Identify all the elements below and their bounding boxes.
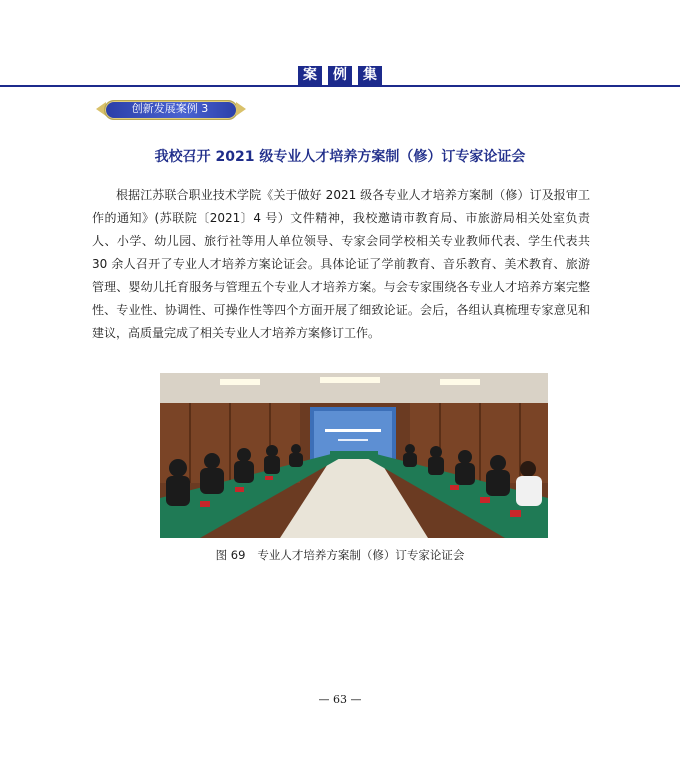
badge-label: 创新发展案例 3 (131, 102, 209, 115)
article-title: 我校召开 2021 级专业人才培养方案制（修）订专家论证会 (154, 149, 526, 165)
page-header (0, 62, 680, 92)
figure-caption-text: 专业人才培养方案制（修）订专家论证会 (257, 548, 465, 562)
meeting-photo-icon (160, 373, 548, 538)
header-title (298, 66, 382, 85)
header-char: 例 (328, 66, 352, 85)
article-body: 根据江苏联合职业技术学院《关于做好 2021 级各专业人才培养方案制（修）订及报审工作的通知》(苏联院〔2021〕4 号）文件精神，我校邀请市教育局、市旅游局相关处室负责人、小学、幼儿园、旅行社等用人单位领导、专家会同学校相关专业教师代表、学生代表共 30 余人召开了专业人才培养方案论证会。具体论证了学前教育、音乐教育、美术教育、旅游管理、婴幼儿托育服务与管理五个专业人才培养方案。与会专家围绕各专业人才培养方案完整性、专业性、协调性、可操作性等四个方面开展了细致论证。会后，各组认真梳理专家意见和建议，高质量完成了相关专业人才培养方案修订工作。 (92, 188, 590, 340)
case-badge (96, 98, 246, 120)
figure-caption (0, 547, 680, 563)
meeting-photo (160, 373, 548, 538)
header-char: 集 (358, 66, 382, 85)
figure-number: 图 69 (215, 548, 246, 562)
page-number: — 63 — (318, 693, 362, 706)
header-char: 案 (298, 66, 322, 85)
header-rule (0, 85, 680, 87)
badge-wing-icon (236, 102, 246, 116)
